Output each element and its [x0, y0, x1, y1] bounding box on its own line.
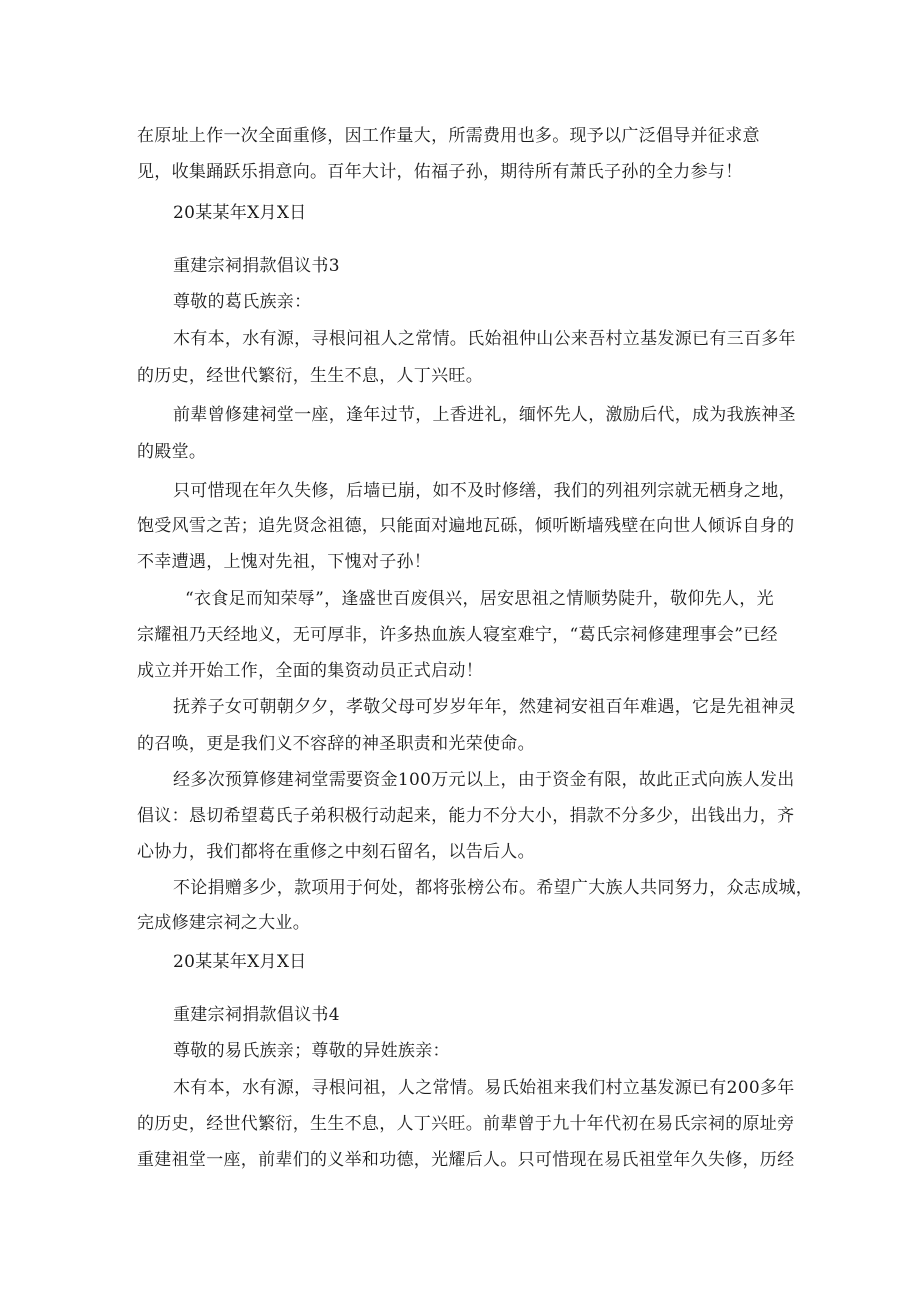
text-line: 见，收集踊跃乐捐意向。百年大计，佑福子孙，期待所有萧氏子孙的全力参与！	[137, 162, 743, 182]
text-line: 宗耀祖乃天经地义，无可厚非，许多热血族人寝室难宁，“葛氏宗祠修建理事会”已经	[137, 625, 778, 645]
text-line: 心协力，我们都将在重修之中刻石留名，以告后人。	[137, 842, 535, 862]
text-line: 饱受风雪之苦；追先贤念祖德，只能面对遍地瓦砾，倾听断墙残壁在向世人倾诉自身的	[137, 516, 795, 536]
text-line: 前辈曾修建祠堂一座，逢年过节，上香进礼，缅怀先人，激励后代，成为我族神圣	[173, 405, 796, 425]
text-line: 的殿堂。	[137, 442, 207, 462]
text-line: 倡议：恳切希望葛氏子弟积极行动起来，能力不分大小，捐款不分多少，出钱出力，齐	[137, 806, 795, 826]
text-line: 的召唤，更是我们义不容辞的神圣职责和光荣使命。	[137, 734, 535, 754]
date-line: 20某某年X月X日	[173, 952, 307, 972]
text-line: 的历史，经世代繁衍，生生不息，人丁兴旺。前辈曾于九十年代初在易氏宗祠的原址旁	[137, 1114, 795, 1134]
text-line: “衣食足而知荣辱”，逢盛世百废俱兴，居安思祖之情顺势陡升，敬仰先人，光	[185, 589, 774, 609]
text-line: 抚养子女可朝朝夕夕，孝敬父母可岁岁年年，然建祠安祖百年难遇，它是先祖神灵	[173, 697, 796, 717]
section-title: 重建宗祠捐款倡议书3	[173, 256, 340, 276]
text-line: 不论捐赠多少，款项用于何处，都将张榜公布。希望广大族人共同努力，众志成城，	[173, 878, 814, 898]
text-line: 在原址上作一次全面重修，因工作量大，所需费用也多。现予以广泛倡导并征求意	[137, 126, 760, 146]
text-line: 不幸遭遇，上愧对先祖，下愧对子孙！	[137, 552, 432, 572]
salutation: 尊敬的葛氏族亲：	[173, 292, 312, 312]
text-line: 的历史，经世代繁衍，生生不息，人丁兴旺。	[137, 366, 483, 386]
text-line: 成立并开始工作，全面的集资动员正式启动！	[137, 661, 483, 681]
section-title: 重建宗祠捐款倡议书4	[173, 1005, 340, 1025]
date-line: 20某某年X月X日	[173, 203, 307, 223]
text-line: 木有本，水有源，寻根问祖，人之常情。易氏始祖来我们村立基发源已有200多年	[173, 1078, 795, 1098]
text-line: 完成修建宗祠之大业。	[137, 913, 310, 933]
salutation: 尊敬的易氏族亲；尊敬的异姓族亲：	[173, 1041, 450, 1061]
text-line: 经多次预算修建祠堂需要资金100万元以上，由于资金有限，故此正式向族人发出	[173, 770, 795, 790]
text-line: 只可惜现在年久失修，后墙已崩，如不及时修缮，我们的列祖列宗就无栖身之地，	[173, 481, 796, 501]
text-line: 木有本，水有源，寻根问祖人之常情。氏始祖仲山公来吾村立基发源已有三百多年	[173, 329, 796, 349]
text-line: 重建祖堂一座，前辈们的义举和功德，光耀后人。只可惜现在易氏祖堂年久失修，历经	[137, 1150, 795, 1170]
